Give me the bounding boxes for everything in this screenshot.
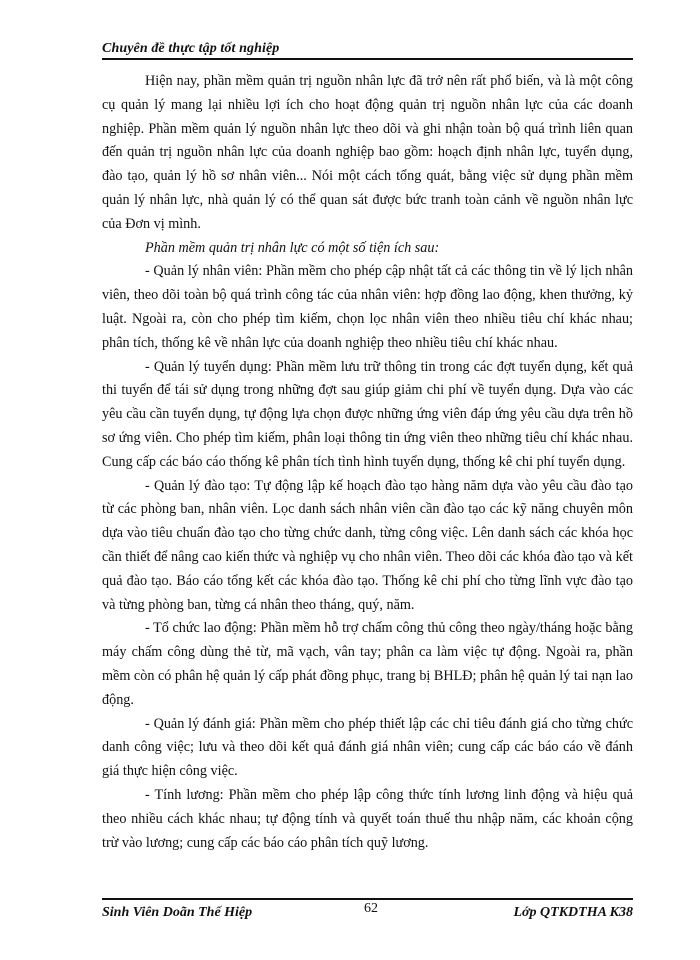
footer-class: Lớp QTKDTHA K38 bbox=[513, 905, 633, 920]
intro-paragraph: Hiện nay, phần mềm quản trị nguồn nhân lực đã trở nên rất phổ biến, và là một công cụ quản lý mang lại nhiều lợi ích cho hoạt động quản trị nguồn nhân lực của các doanh nghiệp. Phần mềm quản lý nguồn nhân lực theo dõi và ghi nhận toàn bộ quá trình liên quan đến quản trị nguồn nhân lực của doanh nghiệp bao gồm: hoạch định nhân lực, tuyển dụng, đào tạo, quản lý hồ sơ nhân viên... Nói một cách tổng quát, bằng việc sử dụng phần mềm quản lý nhân lực, nhà quản lý có thể quan sát được bức tranh toàn cảnh về nguồn nhân lực của Đơn vị mình. bbox=[102, 73, 633, 232]
page-header bbox=[102, 40, 633, 60]
list-item: - Quản lý nhân viên: Phần mềm cho phép cập nhật tất cả các thông tin về lý lịch nhân viên, theo dõi toàn bộ quá trình công tác của nhân viên: hợp đồng lao động, khen thưởng, kỷ luật. Ngoài ra, còn cho phép tìm kiếm, chọn lọc nhân viên theo nhiều tiêu chí khác nhau; phân tích, thống kê về nhân lực của doanh nghiệp theo nhiều tiêu chí khác nhau. bbox=[102, 263, 633, 351]
section-subheading: Phần mềm quản trị nhân lực có một số tiện ích sau: bbox=[145, 239, 440, 256]
list-item: - Quản lý đào tạo: Tự động lập kế hoạch đào tạo hàng năm dựa vào yêu cầu đào tạo từ các phòng ban, nhân viên. Lọc danh sách nhân viên cần đào tạo các kỹ năng chuyên môn dựa vào tiêu chuẩn đào tạo cho từng chức danh, từng công việc. Lên danh sách các khóa học cần thiết để nâng cao kiến thức và nghiệp vụ cho nhân viên. Theo dõi các khóa đào tạo và kết quả đào tạo. Báo cáo tổng kết các khóa đào tạo. Thống kê chi phí cho từng lĩnh vực đào tạo và từng phòng ban, từng cá nhân theo tháng, quý, năm. bbox=[102, 477, 633, 613]
list-item: - Tính lương: Phần mềm cho phép lập công thức tính lương linh động và hiệu quả theo nhiều cách khác nhau; tự động tính và quyết toán thuế thu nhập năm, các khoản cộng trừ vào lương; cung cấp các báo cáo phân tích quỹ lương. bbox=[102, 786, 633, 851]
list-item: - Quản lý tuyển dụng: Phần mềm lưu trữ thông tin trong các đợt tuyển dụng, kết quả thi tuyển để tái sử dụng trong những đợt sau giúp giảm chi phí về tuyển dụng. Dựa vào các yêu cầu cần tuyển dụng, tự động lựa chọn được những ứng viên đáp ứng yêu cầu dựa trên hồ sơ ứng viên. Cho phép tìm kiếm, phân loại thông tin ứng viên theo những tiêu chí khác nhau. Cung cấp các báo cáo thống kê phân tích tình hình tuyển dụng, thống kê chi phí tuyển dụng. bbox=[102, 358, 633, 470]
page-footer bbox=[102, 898, 633, 920]
footer-author: Sinh Viên Doãn Thế Hiệp bbox=[102, 905, 253, 920]
list-item: - Quản lý đánh giá: Phần mềm cho phép thiết lập các chỉ tiêu đánh giá cho từng chức danh công việc; lưu và theo dõi kết quả đánh giá nhân viên; cung cấp các báo cáo về đánh giá thực hiện công việc. bbox=[102, 715, 633, 780]
body-text bbox=[102, 70, 633, 855]
list-item: - Tổ chức lao động: Phần mềm hỗ trợ chấm công thủ công theo ngày/tháng hoặc bằng máy chấm công dùng thẻ từ, mã vạch, vân tay; phân ca làm việc tự động. Ngoài ra, phần mềm còn có phân hệ quản lý cấp phát đồng phục, trang bị BHLĐ; phân hệ quản lý tai nạn lao động. bbox=[102, 620, 633, 708]
page-number: 62 bbox=[364, 901, 378, 916]
header-title: Chuyên đề thực tập tốt nghiệp bbox=[102, 41, 280, 56]
